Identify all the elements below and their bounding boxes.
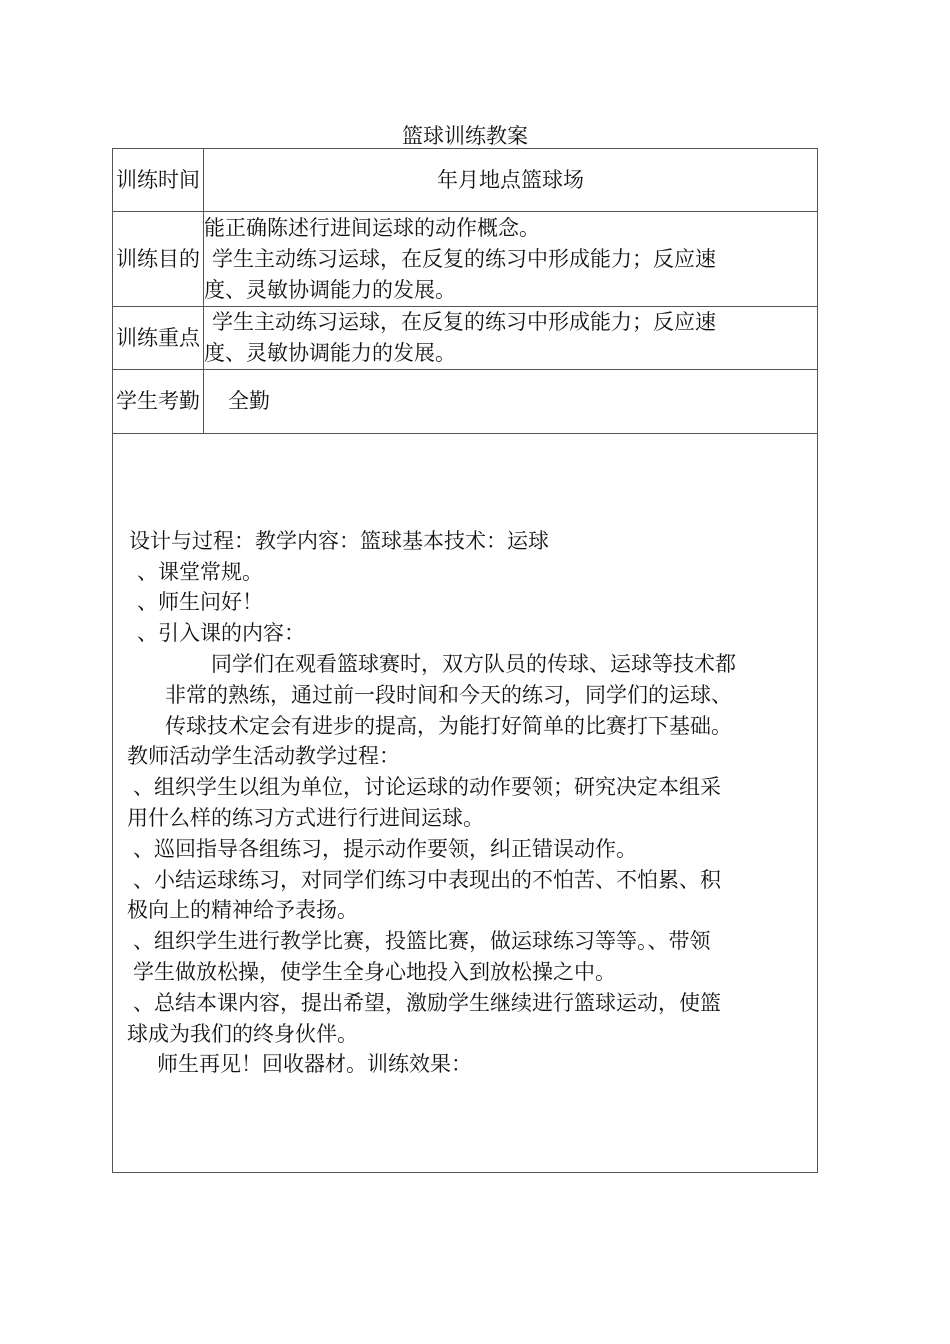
key-line: 度、灵敏协调能力的发展。 xyxy=(204,341,456,365)
process-line: 传球技术定会有进步的提高，为能打好简单的比赛打下基础。 xyxy=(165,713,732,738)
training-key-label: 训练重点 xyxy=(113,307,204,370)
process-line: 球成为我们的终身伙伴。 xyxy=(127,1021,358,1046)
training-goal-row xyxy=(113,212,818,307)
goal-line: 能正确陈述行进间运球的动作概念。 xyxy=(204,215,540,240)
process-line: 、巡回指导各组练习，提示动作要领，纠正错误动作。 xyxy=(133,836,637,861)
process-line: 、总结本课内容，提出希望，激励学生继续进行篮球运动，使篮 xyxy=(133,990,721,1015)
process-line: 同学们在观看篮球赛时，双方队员的传球、运球等技术都 xyxy=(211,652,736,677)
training-key-value xyxy=(204,307,818,370)
training-time-label: 训练时间 xyxy=(113,149,204,212)
goal-line: 学生主动练习运球，在反复的练习中形成能力；反应速 xyxy=(212,246,716,271)
process-row xyxy=(113,434,818,1173)
training-goal-value xyxy=(204,212,818,307)
process-line: 用什么样的练习方式进行行进间运球。 xyxy=(127,806,484,830)
process-cell xyxy=(113,434,818,1173)
document-title: 篮球训练教案 xyxy=(402,124,528,148)
lesson-plan-table xyxy=(112,148,818,1173)
process-content xyxy=(113,526,817,1080)
attendance-label: 学生考勤 xyxy=(113,370,204,434)
attendance-value: 全勤 xyxy=(204,370,818,434)
process-line: 、师生问好！ xyxy=(137,590,263,615)
process-line: 极向上的精神给予表扬。 xyxy=(127,898,358,923)
training-time-row xyxy=(113,149,818,212)
training-goal-label: 训练目的 xyxy=(113,212,204,307)
training-time-value: 年月地点篮球场 xyxy=(204,149,818,212)
goal-line: 度、灵敏协调能力的发展。 xyxy=(204,277,456,302)
process-line: 、组织学生以组为单位，讨论运球的动作要领；研究决定本组采 xyxy=(133,775,721,800)
key-line: 学生主动练习运球，在反复的练习中形成能力；反应速 xyxy=(212,310,716,334)
process-line: 、小结运球练习，对同学们练习中表现出的不怕苦、不怕累、积 xyxy=(133,867,721,892)
process-line: 师生再见！回收器材。训练效果： xyxy=(157,1052,472,1077)
attendance-row xyxy=(113,370,818,434)
process-line: 教师活动学生活动教学过程： xyxy=(127,744,400,769)
process-line: 非常的熟练，通过前一段时间和今天的练习，同学们的运球、 xyxy=(165,682,732,707)
process-line: 、组织学生进行教学比赛，投篮比赛，做运球练习等等。、带领 xyxy=(133,929,711,954)
process-line: 、引入课的内容： xyxy=(137,621,305,646)
process-line: 、课堂常规。 xyxy=(137,559,263,584)
process-line: 设计与过程：教学内容：篮球基本技术：运球 xyxy=(129,528,549,553)
process-line: 学生做放松操，使学生全身心地投入到放松操之中。 xyxy=(133,959,616,984)
training-key-row xyxy=(113,307,818,370)
